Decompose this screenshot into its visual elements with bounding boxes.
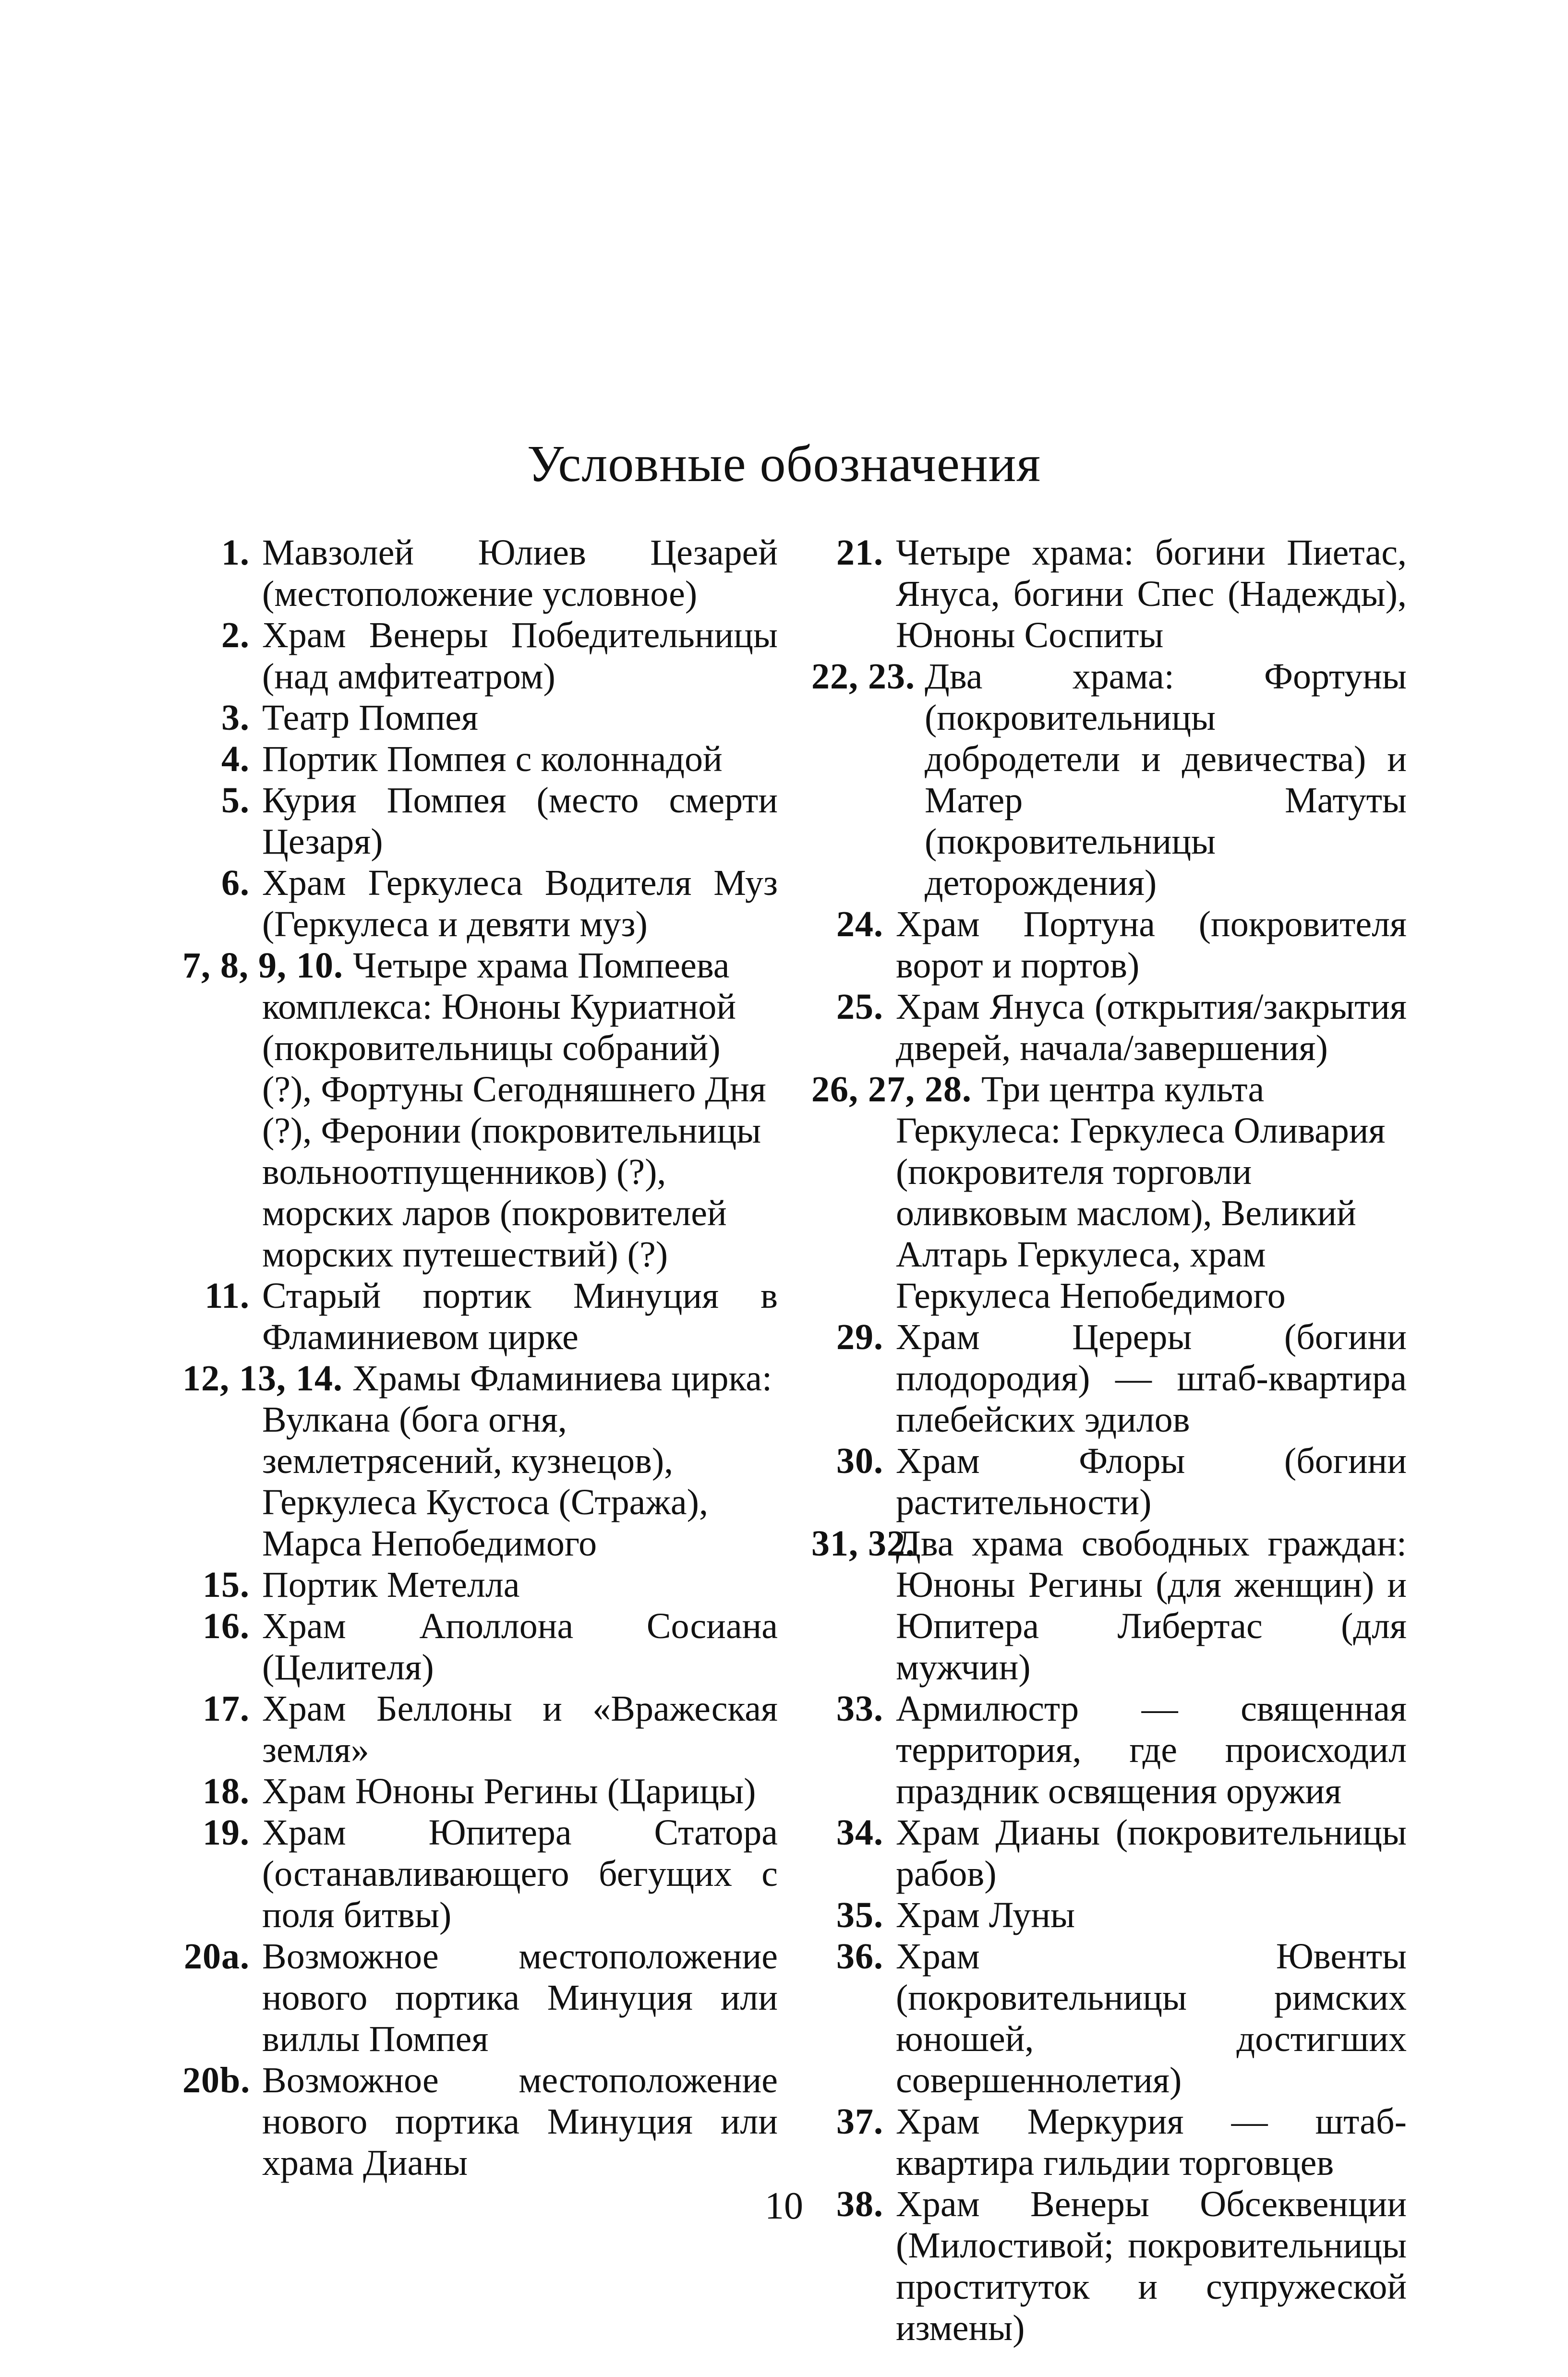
legend-entry-31-32 (811, 1523, 1407, 1688)
entry-text: Храм Беллоны и «Вражеская земля» (262, 1689, 778, 1770)
entry-text: Храм Януса (открытия/закрытия дверей, начала/завершения) (896, 987, 1407, 1068)
legend-entry-4 (182, 738, 778, 780)
entry-number: 6. (221, 863, 250, 903)
entry-number: 16. (203, 1606, 250, 1646)
entry-text: Храм Венеры Победительницы (над амфитеатром) (262, 615, 778, 697)
entry-text: Четыре храма: богини Пиетас, Януса, богини Спес (Надежды), Юноны Соспиты (896, 532, 1407, 655)
legend-entry-3 (182, 697, 778, 738)
entry-number: 31, 32. (811, 1523, 915, 1564)
entry-number: 15. (203, 1565, 250, 1605)
entry-number: 19. (203, 1812, 250, 1853)
entry-number: 36. (836, 1936, 883, 1977)
entry-number: 5. (221, 780, 250, 820)
entry-number: 21. (836, 532, 883, 573)
entry-text: Курия Помпея (место смерти Цезаря) (262, 780, 778, 862)
entry-text: Три центра культа Геркулеса: Геркулеса Оливария (покровителя торговли оливковым маслом), Великий Алтарь Геркулеса, храм Геркулеса Непобедимого (896, 1069, 1386, 1316)
legend-entry-29 (811, 1316, 1407, 1440)
entry-number: 1. (221, 532, 250, 573)
entry-text: Храм Луны (896, 1895, 1075, 1935)
entry-number: 38. (836, 2184, 883, 2224)
entry-text: Портик Помпея с колоннадой (262, 739, 723, 779)
legend-entry-30 (811, 1440, 1407, 1523)
legend-entry-2 (182, 615, 778, 697)
entry-number: 33. (836, 1689, 883, 1729)
entry-number: 11. (205, 1276, 250, 1316)
legend-entry-16 (182, 1605, 778, 1688)
entry-text: Храм Аполлона Сосиана (Целителя) (262, 1606, 778, 1688)
entry-text: Храм Портуна (покровителя ворот и портов) (896, 904, 1407, 986)
legend-entry-17 (182, 1688, 778, 1771)
legend-entry-5 (182, 780, 778, 862)
legend-entry-12-14 (182, 1358, 778, 1564)
entry-text: Театр Помпея (262, 698, 478, 738)
entry-number: 35. (836, 1895, 883, 1935)
legend-entry-20a (182, 1936, 778, 2060)
entry-number: 3. (221, 698, 250, 738)
legend-entry-35 (811, 1894, 1407, 1936)
entry-text: Храм Дианы (покровительницы рабов) (896, 1812, 1407, 1894)
entry-text: Храмы Фламиниева цирка: Вулкана (бога огня, землетрясений, кузнецов), Геркулеса Кустоса (Стража), Марса Непобедимого (262, 1358, 772, 1564)
entry-text: Четыре храма Помпеева комплекса: Юноны Куриатной (покровительницы собраний) (?), Фортуны Сегодняшнего Дня (?), Феронии (покровительницы вольноотпущенников) (?), морских ларов (покровителей морских путешествий) (?) (262, 945, 766, 1275)
entry-text: Храм Юпитера Статора (останавливающего бегущих с поля битвы) (262, 1812, 778, 1935)
entry-number: 18. (203, 1771, 250, 1811)
legend-entry-34 (811, 1812, 1407, 1894)
entry-text: Старый портик Минуция в Фламиниевом цирке (262, 1276, 778, 1357)
legend-entry-18 (182, 1771, 778, 1812)
entry-text: Храм Цереры (богини плодородия) — штаб-квартира плебейских эдилов (896, 1317, 1407, 1440)
entry-number: 24. (836, 904, 883, 944)
entry-number: 7, 8, 9, 10. (182, 945, 343, 986)
entry-text: Храм Юноны Регины (Царицы) (262, 1771, 756, 1811)
entry-text: Мавзолей Юлиев Цезарей (местоположение условное) (262, 532, 778, 614)
entry-number: 4. (221, 739, 250, 779)
entry-text: Два храма свободных граждан: Юноны Регины (для женщин) и Юпитера Либертас (для мужчин) (896, 1523, 1407, 1688)
entry-number: 20a. (184, 1936, 250, 1977)
entry-number: 34. (836, 1812, 883, 1853)
entry-number: 37. (836, 2101, 883, 2142)
legend-entry-37 (811, 2101, 1407, 2184)
entry-text: Храм Меркурия — штаб-квартира гильдии торговцев (896, 2101, 1407, 2183)
legend-entry-26-28 (811, 1069, 1407, 1316)
entry-text: Храм Флоры (богини растительности) (896, 1441, 1407, 1522)
legend-right-column (811, 532, 1407, 2349)
entry-number: 2. (221, 615, 250, 655)
entry-text: Храм Венеры Обсеквенции (Милостивой; покровительницы проституток и супружеской измены) (896, 2184, 1407, 2348)
entry-number: 29. (836, 1317, 883, 1357)
legend-entry-20b (182, 2060, 778, 2184)
entry-number: 20b. (182, 2060, 251, 2100)
entry-number: 25. (836, 987, 883, 1027)
legend-left-column (182, 532, 778, 2184)
legend-entry-25 (811, 986, 1407, 1069)
legend-entry-19 (182, 1812, 778, 1936)
legend-entry-15 (182, 1564, 778, 1605)
page-number: 10 (765, 2185, 803, 2227)
entry-number: 26, 27, 28. (811, 1069, 972, 1110)
page-title: Условные обозначения (527, 435, 1041, 493)
entry-text: Храм Геркулеса Водителя Муз (Геркулеса и девяти муз) (262, 863, 778, 944)
entry-number: 12, 13, 14. (182, 1358, 343, 1399)
entry-number: 22, 23. (811, 656, 915, 697)
legend-entry-7-10 (182, 945, 778, 1275)
entry-text: Храм Ювенты (покровительницы римских юношей, достигших совершеннолетия) (896, 1936, 1407, 2100)
entry-text: Два храма: Фортуны (покровительницы добродетели и девичества) и Матер Матуты (покровительницы деторождения) (925, 656, 1407, 903)
legend-entry-11 (182, 1275, 778, 1358)
entry-text: Портик Метелла (262, 1565, 520, 1605)
legend-entry-36 (811, 1936, 1407, 2101)
legend-entry-22-23 (811, 656, 1407, 904)
legend-entry-6 (182, 862, 778, 945)
entry-text: Возможное местоположение нового портика Минуция или виллы Помпея (262, 1936, 778, 2059)
legend-entry-33 (811, 1688, 1407, 1812)
legend-entry-21 (811, 532, 1407, 656)
entry-text: Армилюстр — священная территория, где происходил праздник освящения оружия (896, 1689, 1407, 1811)
legend-entry-24 (811, 904, 1407, 986)
entry-number: 30. (836, 1441, 883, 1481)
entry-number: 17. (203, 1689, 250, 1729)
entry-text: Возможное местоположение нового портика Минуция или храма Дианы (262, 2060, 778, 2183)
legend-entry-1 (182, 532, 778, 615)
